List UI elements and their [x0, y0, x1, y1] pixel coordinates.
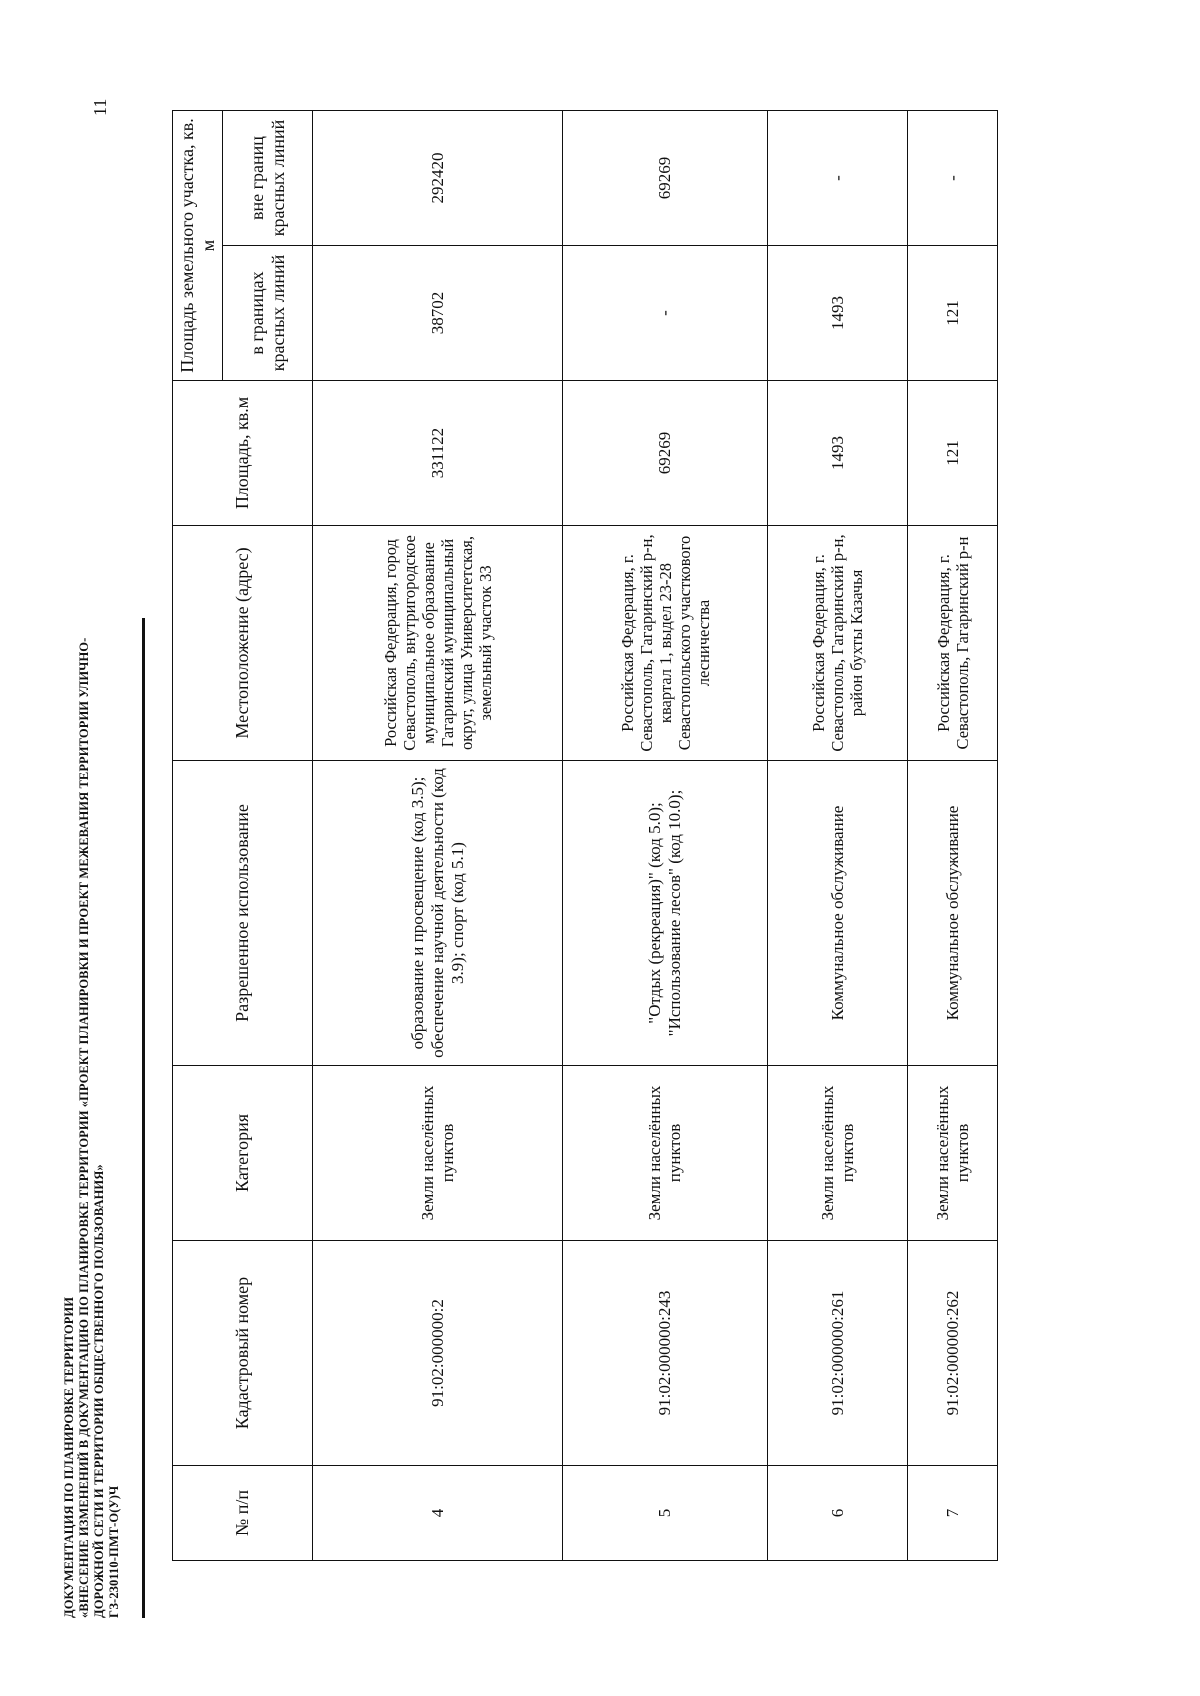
cell-permitted-use: образование и просвещение (код 3.5); обеспечение научной деятельности (код 3.9); спорт (код 5.1)	[313, 761, 563, 1066]
cell-area: 69269	[563, 381, 768, 526]
document-header	[62, 618, 122, 1618]
cell-permitted-use: Коммунальное обслуживание	[908, 761, 998, 1066]
header-divider	[142, 618, 145, 1618]
cell-area: 121	[908, 381, 998, 526]
cell-within-red-lines: 121	[908, 246, 998, 381]
col-header-outside-red-lines: вне границ красных линий	[223, 111, 313, 246]
header-line-1: ДОКУМЕНТАЦИЯ ПО ПЛАНИРОВКЕ ТЕРРИТОРИИ	[62, 1296, 76, 1618]
cell-within-red-lines: -	[563, 246, 768, 381]
page-number: 11	[90, 98, 110, 116]
cell-location: Российская Федерация, г. Севастополь, Гагаринский р-н	[908, 526, 998, 761]
cell-cadastral: 91:02:000000:261	[768, 1241, 908, 1466]
table-row	[313, 111, 563, 1561]
cell-location: Российская Федерация, г. Севастополь, Гагаринский р-н, квартал 1, выдел 23-28 Севастопольского участкового лесничества	[563, 526, 768, 761]
header-line-3: ДОРОЖНОЙ СЕТИ И ТЕРРИТОРИИ ОБЩЕСТВЕННОГО ПОЛЬЗОВАНИЯ»	[92, 1164, 106, 1618]
cell-category: Земли населённых пунктов	[563, 1066, 768, 1241]
cell-category: Земли населённых пунктов	[908, 1066, 998, 1241]
cell-num: 7	[908, 1466, 998, 1561]
land-plots-table	[172, 110, 998, 1561]
cell-within-red-lines: 1493	[768, 246, 908, 381]
col-header-permitted-use: Разрешенное использование	[173, 761, 313, 1066]
cell-category: Земли населённых пунктов	[313, 1066, 563, 1241]
cell-outside-red-lines: -	[768, 111, 908, 246]
cell-outside-red-lines: 292420	[313, 111, 563, 246]
cell-cadastral: 91:02:000000:243	[563, 1241, 768, 1466]
cell-outside-red-lines: 69269	[563, 111, 768, 246]
table-row	[908, 111, 998, 1561]
cell-within-red-lines: 38702	[313, 246, 563, 381]
cell-cadastral: 91:02:000000:2	[313, 1241, 563, 1466]
cell-outside-red-lines: -	[908, 111, 998, 246]
cell-location: Российская Федерация, г. Севастополь, Гагаринский р-н, район бухты Казачья	[768, 526, 908, 761]
cell-location: Российская Федерация, город Севастополь, внутригородское муниципальное образование Гагаринский муниципальный округ, улица Университетская, земельный участок 33	[313, 526, 563, 761]
cell-permitted-use: Коммунальное обслуживание	[768, 761, 908, 1066]
cell-category: Земли населённых пунктов	[768, 1066, 908, 1241]
col-header-location: Местоположение (адрес)	[173, 526, 313, 761]
col-header-plot-area-group: Площадь земельного участка, кв. м	[173, 111, 223, 381]
cell-permitted-use: "Отдых (рекреация)" (код 5.0); "Использование лесов" (код 10.0);	[563, 761, 768, 1066]
cell-num: 4	[313, 1466, 563, 1561]
col-header-num: № п/п	[173, 1466, 313, 1561]
cell-area: 331122	[313, 381, 563, 526]
cell-cadastral: 91:02:000000:262	[908, 1241, 998, 1466]
col-header-within-red-lines: в границах красных линий	[223, 246, 313, 381]
col-header-cadastral: Кадастровый номер	[173, 1241, 313, 1466]
cell-num: 5	[563, 1466, 768, 1561]
header-line-4: ГЗ-230110-ПМТ-О(У)Ч	[107, 1485, 121, 1618]
header-line-2: «ВНЕСЕНИЕ ИЗМЕНЕНИЙ В ДОКУМЕНТАЦИЮ ПО ПЛАНИРОВКЕ ТЕРРИТОРИИ «ПРОЕКТ ПЛАНИРОВКИ И ПРОЕКТ МЕЖЕВАНИЯ ТЕРРИТОРИИ УЛИЧНО-	[77, 637, 91, 1618]
table-row	[563, 111, 768, 1561]
col-header-area: Площадь, кв.м	[173, 381, 313, 526]
cell-area: 1493	[768, 381, 908, 526]
col-header-category: Категория	[173, 1066, 313, 1241]
table-row	[768, 111, 908, 1561]
cell-num: 6	[768, 1466, 908, 1561]
